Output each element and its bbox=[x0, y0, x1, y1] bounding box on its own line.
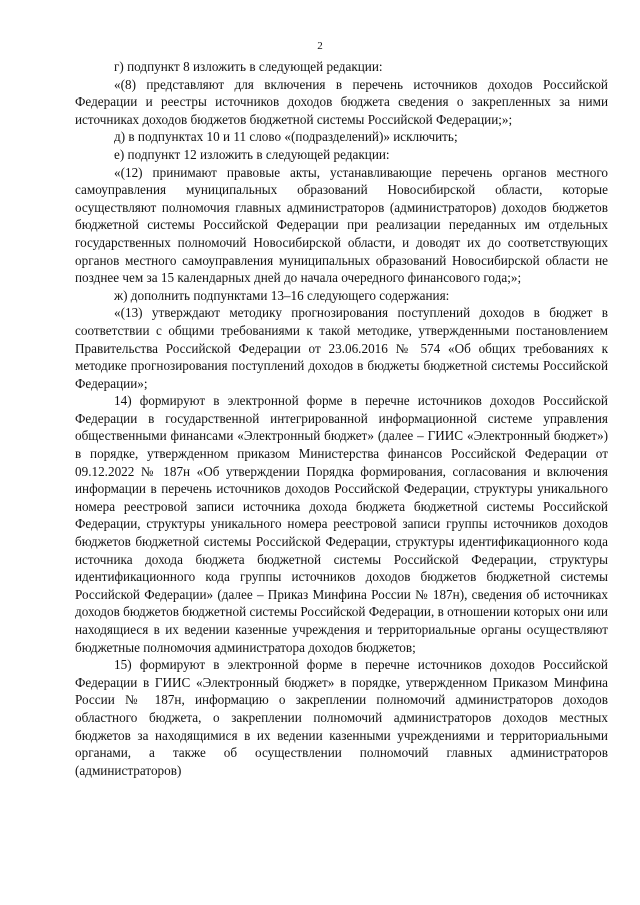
paragraph-item-14: 14) формируют в электронной форме в перечне источников доходов Российской Федерации в государственной интегрированной информационной системе управления общественными финансами «Электронный бюджет» (далее – ГИИС «Электронный бюджет») в порядке, утвержденном приказом Министерства финансов Российской Федерации от 09.12.2022 № 187н «Об утверждении Порядка формирования, согласования и включения информации в перечень источников доходов Российской Федерации, структуры уникального номера реестровой записи источника дохода бюджета бюджетной системы Российской Федерации, структуры уникального номера реестровой записи группы источников доходов бюджетов бюджетной системы Российской Федерации, структуры идентификационного кода источника дохода бюджета бюджетной системы Российской Федерации, структуры идентификационного кода группы источников доходов бюджетов бюджетной системы Российской Федерации» (далее – Приказ Минфина России № 187н), сведения об источниках доходов бюджетов бюджетной системы Российской Федерации, в отношении которых они или находящиеся в их ведении казенные учреждения и территориальные органы осуществляют бюджетные полномочия администратора доходов бюджетов; bbox=[75, 393, 608, 655]
paragraph-item-15: 15) формируют в электронной форме в перечне источников доходов Российской Федерации в ГИИС «Электронный бюджет» в порядке, утвержденном Приказом Минфина России № 187н, информацию о закреплении полномочий администраторов доходов областного бюджета, о закреплении полномочий администраторов доходов местных бюджетов за находящимися в их ведении казенными учреждениями и территориальными органами, а также об осуществлении полномочий главных администраторов (администраторов) bbox=[75, 657, 608, 778]
paragraph-item-12: «(12) принимают правовые акты, устанавливающие перечень органов местного самоуправления муниципальных образований Новосибирской области, которые осуществляют полномочия главных администраторов (администраторов) доходов бюджетов бюджетной системы Российской Федерации при реализации переданных им отдельных государственных полномочий Новосибирской области, и доводят их до соответствующих органов местного самоуправления муниципальных образований Новосибирской области не позднее чем за 15 календарных дней до начала очередного финансового года;»; bbox=[75, 164, 608, 286]
page-number: 2 bbox=[317, 40, 323, 52]
paragraph-subpoint-e: е) подпункт 12 изложить в следующей редакции: bbox=[114, 146, 390, 162]
paragraph-item-8: «(8) представляют для включения в перечень источников доходов Российской Федерации и реестры источников доходов бюджета сведения о закрепленных за ними источниках доходов бюджетов бюджетной системы Российской Федерации;»; bbox=[75, 76, 608, 127]
paragraph-item-13: «(13) утверждают методику прогнозирования поступлений доходов в бюджет в соответствии с общими требованиями к такой методике, утвержденными постановлением Правительства Российской Федерации от 23.06.2016 № 574 «Об общих требованиях к методике прогнозирования поступлений доходов в бюджеты бюджетной системы Российской Федерации»; bbox=[75, 305, 608, 391]
paragraph-subpoint-zh: ж) дополнить подпунктами 13–16 следующего содержания: bbox=[114, 287, 450, 303]
document-body bbox=[75, 58, 608, 779]
paragraph-subpoint-d: д) в подпунктах 10 и 11 слово «(подразделений)» исключить; bbox=[114, 129, 458, 145]
paragraph-subpoint-g: г) подпункт 8 изложить в следующей редакции: bbox=[114, 59, 383, 74]
